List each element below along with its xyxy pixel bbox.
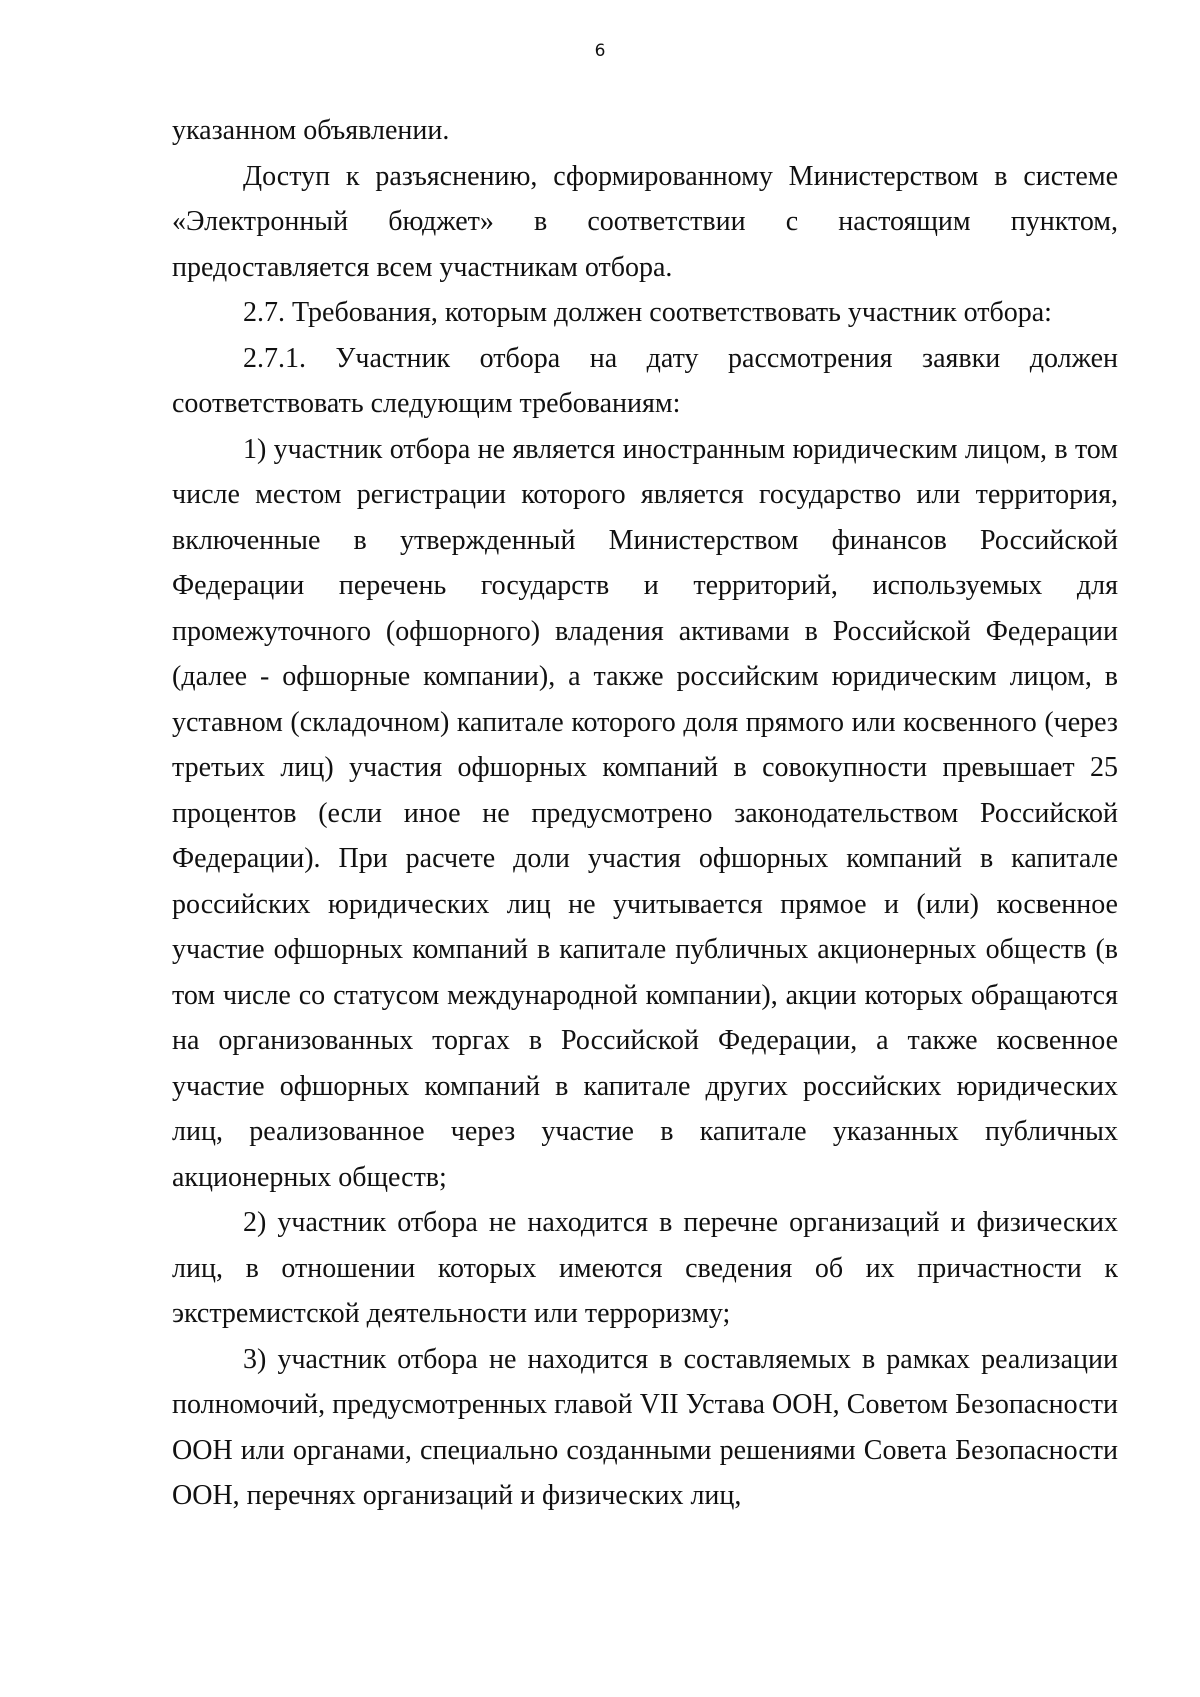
paragraph-clarification-access: Доступ к разъяснению, сформированному Министерством в системе «Электронный бюджет» в соответствии с настоящим пунктом, предоставляется всем участникам отбора. — [172, 160, 1118, 283]
page-number: 6 — [594, 41, 606, 61]
paragraph-requirement-3: 3) участник отбора не находится в составляемых в рамках реализации полномочий, предусмотренных главой VII Устава ООН, Советом Безопасности ООН или органами, специально созданными решениями Совета Безопасности ООН, перечнях организаций и физических лиц, — [172, 1343, 1118, 1511]
paragraph-requirement-2: 2) участник отбора не находится в перечне организаций и физических лиц, в отношении которых имеются сведения об их причастности к экстремистской деятельности или терроризму; — [172, 1207, 1118, 1329]
paragraph-continuation: указанном объявлении. — [172, 115, 450, 146]
document-body — [172, 108, 1118, 1519]
paragraph-requirement-1: 1) участник отбора не является иностранным юридическим лицом, в том числе местом регистрации которого является государство или территория, включенные в утвержденный Министерством финансов Российской Федерации перечень государств и территорий, используемых для промежуточного (офшорного) владения активами в Российской Федерации (далее - офшорные компании), а также российским юридическим лицом, в уставном (складочном) капитале которого доля прямого или косвенного (через третьих лиц) участия офшорных компаний в совокупности превышает 25 процентов (если иное не предусмотрено законодательством Российской Федерации). При расчете доли участия офшорных компаний в капитале российских юридических лиц не учитывается прямое и (или) косвенное участие офшорных компаний в капитале публичных акционерных обществ (в том числе со статусом международной компании), акции которых обращаются на организованных торгах в Российской Федерации, а также косвенное участие офшорных компаний в капитале других российских юридических лиц, реализованное через участие в капитале указанных публичных акционерных обществ; — [172, 433, 1118, 1193]
paragraph-section-2-7-heading: 2.7. Требования, которым должен соответствовать участник отбора: — [243, 297, 1052, 328]
paragraph-section-2-7-1: 2.7.1. Участник отбора на дату рассмотрения заявки должен соответствовать следующим требованиям: — [172, 342, 1118, 419]
